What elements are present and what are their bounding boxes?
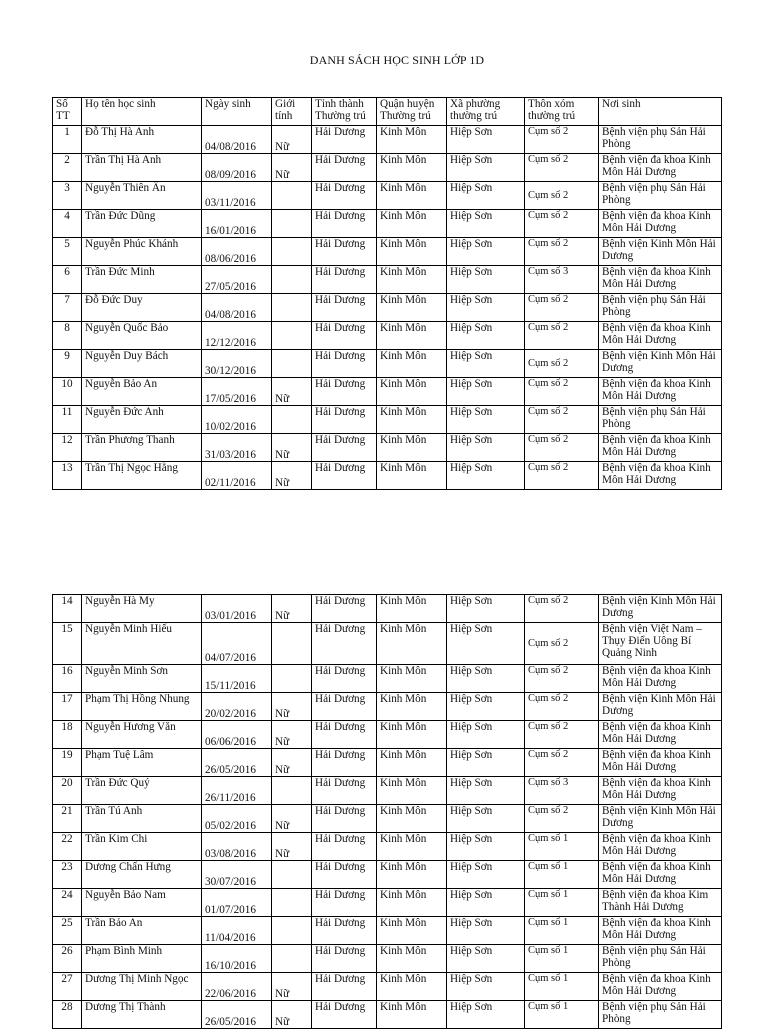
cell-stt: 9	[53, 350, 82, 378]
cell-dob: 05/02/2016	[202, 805, 272, 833]
table-row	[53, 294, 722, 322]
cell-sex	[272, 665, 312, 693]
cell-province: Hải Dương	[312, 266, 377, 294]
cell-province: Hải Dương	[312, 350, 377, 378]
cell-stt: 20	[53, 777, 82, 805]
cell-stt: 23	[53, 861, 82, 889]
cell-stt: 21	[53, 805, 82, 833]
cell-name: Dương Chấn Hưng	[82, 861, 202, 889]
cell-province: Hải Dương	[312, 973, 377, 1001]
cell-hamlet: Cụm số 2	[525, 154, 599, 182]
cell-hamlet: Cụm số 1	[525, 861, 599, 889]
cell-province: Hải Dương	[312, 378, 377, 406]
cell-ward: Hiệp Sơn	[447, 266, 525, 294]
cell-hamlet: Cụm số 2	[525, 126, 599, 154]
cell-district: Kinh Môn	[377, 595, 447, 623]
cell-district: Kinh Môn	[377, 294, 447, 322]
cell-hamlet: Cụm số 2	[525, 238, 599, 266]
cell-hamlet: Cụm số 2	[525, 805, 599, 833]
table-row	[53, 721, 722, 749]
cell-name: Nguyễn Hà My	[82, 595, 202, 623]
table-row	[53, 777, 722, 805]
cell-birthplace: Bệnh viện Việt Nam – Thụy Điển Uông Bí Quảng Ninh	[599, 623, 722, 665]
cell-hamlet: Cụm số 2	[525, 665, 599, 693]
cell-stt: 1	[53, 126, 82, 154]
cell-hamlet: Cụm số 2	[525, 210, 599, 238]
cell-hamlet: Cụm số 2	[525, 595, 599, 623]
cell-name: Trần Đức Dũng	[82, 210, 202, 238]
cell-dob: 31/03/2016	[202, 434, 272, 462]
cell-ward: Hiệp Sơn	[447, 623, 525, 665]
cell-birthplace: Bệnh viện phụ Sản Hải Phòng	[599, 126, 722, 154]
table-row	[53, 126, 722, 154]
cell-stt: 14	[53, 595, 82, 623]
cell-stt: 19	[53, 749, 82, 777]
table-row	[53, 623, 722, 665]
cell-sex	[272, 777, 312, 805]
cell-dob: 26/05/2016	[202, 749, 272, 777]
cell-sex	[272, 861, 312, 889]
cell-hamlet: Cụm số 2	[525, 406, 599, 434]
cell-district: Kinh Môn	[377, 378, 447, 406]
cell-province: Hải Dương	[312, 406, 377, 434]
col-header-sex: Giới tính	[272, 98, 312, 126]
cell-district: Kinh Môn	[377, 434, 447, 462]
cell-ward: Hiệp Sơn	[447, 777, 525, 805]
cell-hamlet: Cụm số 2	[525, 749, 599, 777]
cell-name: Nguyễn Đức Anh	[82, 406, 202, 434]
col-header-stt: Số TT	[53, 98, 82, 126]
cell-dob: 22/06/2016	[202, 973, 272, 1001]
cell-province: Hải Dương	[312, 777, 377, 805]
cell-province: Hải Dương	[312, 693, 377, 721]
cell-sex	[272, 294, 312, 322]
cell-birthplace: Bệnh viện Kinh Môn Hải Dương	[599, 693, 722, 721]
col-header-province: Tỉnh thành Thường trú	[312, 98, 377, 126]
cell-stt: 4	[53, 210, 82, 238]
cell-sex	[272, 182, 312, 210]
cell-name: Nguyễn Thiên Ân	[82, 182, 202, 210]
col-header-district: Quận huyện Thường trú	[377, 98, 447, 126]
cell-birthplace: Bệnh viện đa khoa Kinh Môn Hải Dương	[599, 777, 722, 805]
cell-name: Trần Kim Chi	[82, 833, 202, 861]
cell-name: Phạm Tuệ Lâm	[82, 749, 202, 777]
cell-province: Hải Dương	[312, 294, 377, 322]
cell-hamlet: Cụm số 2	[525, 693, 599, 721]
cell-ward: Hiệp Sơn	[447, 889, 525, 917]
cell-sex	[272, 945, 312, 973]
cell-ward: Hiệp Sơn	[447, 182, 525, 210]
cell-sex	[272, 917, 312, 945]
cell-province: Hải Dương	[312, 1001, 377, 1029]
cell-ward: Hiệp Sơn	[447, 721, 525, 749]
col-header-birthplace: Nơi sinh	[599, 98, 722, 126]
cell-birthplace: Bệnh viện phụ Sản Hải Phòng	[599, 406, 722, 434]
cell-stt: 7	[53, 294, 82, 322]
cell-district: Kinh Môn	[377, 154, 447, 182]
cell-ward: Hiệp Sơn	[447, 406, 525, 434]
cell-birthplace: Bệnh viện đa khoa Kinh Môn Hải Dương	[599, 266, 722, 294]
cell-dob: 03/01/2016	[202, 595, 272, 623]
cell-ward: Hiệp Sơn	[447, 595, 525, 623]
cell-ward: Hiệp Sơn	[447, 861, 525, 889]
cell-stt: 2	[53, 154, 82, 182]
cell-sex	[272, 322, 312, 350]
cell-stt: 27	[53, 973, 82, 1001]
cell-province: Hải Dương	[312, 322, 377, 350]
cell-province: Hải Dương	[312, 861, 377, 889]
cell-ward: Hiệp Sơn	[447, 462, 525, 490]
cell-district: Kinh Môn	[377, 462, 447, 490]
col-header-name: Họ tên học sinh	[82, 98, 202, 126]
table-row	[53, 889, 722, 917]
cell-province: Hải Dương	[312, 721, 377, 749]
cell-name: Nguyễn Minh Hiếu	[82, 623, 202, 665]
cell-ward: Hiệp Sơn	[447, 833, 525, 861]
cell-province: Hải Dương	[312, 945, 377, 973]
cell-birthplace: Bệnh viện đa khoa Kinh Môn Hải Dương	[599, 833, 722, 861]
cell-district: Kinh Môn	[377, 1001, 447, 1029]
cell-birthplace: Bệnh viện đa khoa Kinh Môn Hải Dương	[599, 917, 722, 945]
cell-birthplace: Bệnh viện đa khoa Kinh Môn Hải Dương	[599, 973, 722, 1001]
cell-ward: Hiệp Sơn	[447, 1001, 525, 1029]
cell-province: Hải Dương	[312, 623, 377, 665]
cell-district: Kinh Môn	[377, 406, 447, 434]
cell-district: Kinh Môn	[377, 266, 447, 294]
table-row	[53, 749, 722, 777]
cell-birthplace: Bệnh viện đa khoa Kinh Môn Hải Dương	[599, 210, 722, 238]
cell-province: Hải Dương	[312, 917, 377, 945]
cell-dob: 04/08/2016	[202, 126, 272, 154]
table-row	[53, 238, 722, 266]
cell-district: Kinh Môn	[377, 749, 447, 777]
cell-sex: Nữ	[272, 693, 312, 721]
table-row	[53, 406, 722, 434]
cell-sex: Nữ	[272, 378, 312, 406]
table-row	[53, 861, 722, 889]
cell-dob: 12/12/2016	[202, 322, 272, 350]
cell-birthplace: Bệnh viện Kinh Môn Hải Dương	[599, 805, 722, 833]
cell-ward: Hiệp Sơn	[447, 945, 525, 973]
cell-dob: 11/04/2016	[202, 917, 272, 945]
cell-name: Đỗ Thị Hà Anh	[82, 126, 202, 154]
cell-district: Kinh Môn	[377, 665, 447, 693]
cell-name: Trần Thị Hà Anh	[82, 154, 202, 182]
cell-sex: Nữ	[272, 805, 312, 833]
cell-name: Nguyễn Phúc Khánh	[82, 238, 202, 266]
cell-birthplace: Bệnh viện đa khoa Kinh Môn Hải Dương	[599, 462, 722, 490]
cell-name: Trần Phương Thanh	[82, 434, 202, 462]
cell-sex: Nữ	[272, 721, 312, 749]
cell-name: Nguyễn Duy Bách	[82, 350, 202, 378]
cell-province: Hải Dương	[312, 805, 377, 833]
table-row	[53, 595, 722, 623]
cell-district: Kinh Môn	[377, 805, 447, 833]
cell-ward: Hiệp Sơn	[447, 805, 525, 833]
cell-district: Kinh Môn	[377, 889, 447, 917]
cell-name: Phạm Bình Minh	[82, 945, 202, 973]
cell-name: Dương Thị Minh Ngọc	[82, 973, 202, 1001]
cell-sex: Nữ	[272, 749, 312, 777]
cell-hamlet: Cụm số 2	[525, 182, 599, 210]
cell-hamlet: Cụm số 1	[525, 945, 599, 973]
table-body-page-1	[53, 126, 722, 490]
cell-district: Kinh Môn	[377, 861, 447, 889]
col-header-ward: Xã phường thường trú	[447, 98, 525, 126]
cell-ward: Hiệp Sơn	[447, 378, 525, 406]
cell-birthplace: Bệnh viện đa khoa Kinh Môn Hải Dương	[599, 434, 722, 462]
cell-stt: 8	[53, 322, 82, 350]
cell-birthplace: Bệnh viện đa khoa Kinh Môn Hải Dương	[599, 749, 722, 777]
cell-province: Hải Dương	[312, 434, 377, 462]
cell-stt: 26	[53, 945, 82, 973]
cell-dob: 01/07/2016	[202, 889, 272, 917]
cell-sex: Nữ	[272, 973, 312, 1001]
cell-district: Kinh Môn	[377, 973, 447, 1001]
cell-ward: Hiệp Sơn	[447, 434, 525, 462]
cell-ward: Hiệp Sơn	[447, 294, 525, 322]
cell-hamlet: Cụm số 2	[525, 721, 599, 749]
cell-name: Nguyễn Bảo An	[82, 378, 202, 406]
cell-birthplace: Bệnh viện phụ Sản Hải Phòng	[599, 182, 722, 210]
cell-district: Kinh Môn	[377, 833, 447, 861]
cell-dob: 26/05/2016	[202, 1001, 272, 1029]
cell-name: Nguyễn Hương Văn	[82, 721, 202, 749]
cell-dob: 17/05/2016	[202, 378, 272, 406]
cell-birthplace: Bệnh viện đa khoa Kinh Môn Hải Dương	[599, 322, 722, 350]
cell-name: Trần Bảo An	[82, 917, 202, 945]
cell-ward: Hiệp Sơn	[447, 126, 525, 154]
cell-ward: Hiệp Sơn	[447, 322, 525, 350]
cell-stt: 13	[53, 462, 82, 490]
cell-stt: 28	[53, 1001, 82, 1029]
cell-birthplace: Bệnh viện Kinh Môn Hải Dương	[599, 238, 722, 266]
cell-birthplace: Bệnh viện đa khoa Kinh Môn Hải Dương	[599, 378, 722, 406]
cell-name: Phạm Thị Hồng Nhung	[82, 693, 202, 721]
cell-hamlet: Cụm số 2	[525, 623, 599, 665]
table-body-page-2	[53, 595, 722, 1029]
document-title: DANH SÁCH HỌC SINH LỚP 1D	[309, 53, 485, 67]
cell-hamlet: Cụm số 1	[525, 889, 599, 917]
cell-name: Dương Thị Thành	[82, 1001, 202, 1029]
cell-hamlet: Cụm số 2	[525, 378, 599, 406]
cell-dob: 03/11/2016	[202, 182, 272, 210]
cell-sex: Nữ	[272, 1001, 312, 1029]
cell-sex: Nữ	[272, 154, 312, 182]
cell-hamlet: Cụm số 3	[525, 266, 599, 294]
cell-stt: 3	[53, 182, 82, 210]
cell-dob: 30/07/2016	[202, 861, 272, 889]
cell-district: Kinh Môn	[377, 777, 447, 805]
cell-ward: Hiệp Sơn	[447, 350, 525, 378]
table-row	[53, 266, 722, 294]
cell-sex	[272, 210, 312, 238]
cell-hamlet: Cụm số 1	[525, 833, 599, 861]
cell-stt: 15	[53, 623, 82, 665]
cell-sex	[272, 350, 312, 378]
table-row	[53, 917, 722, 945]
cell-dob: 04/07/2016	[202, 623, 272, 665]
cell-hamlet: Cụm số 2	[525, 350, 599, 378]
cell-birthplace: Bệnh viện đa khoa Kinh Môn Hải Dương	[599, 665, 722, 693]
cell-ward: Hiệp Sơn	[447, 693, 525, 721]
cell-dob: 08/06/2016	[202, 238, 272, 266]
cell-sex: Nữ	[272, 434, 312, 462]
cell-ward: Hiệp Sơn	[447, 665, 525, 693]
table-row	[53, 350, 722, 378]
cell-name: Trần Đức Quý	[82, 777, 202, 805]
cell-district: Kinh Môn	[377, 126, 447, 154]
cell-sex: Nữ	[272, 833, 312, 861]
cell-district: Kinh Môn	[377, 350, 447, 378]
cell-ward: Hiệp Sơn	[447, 973, 525, 1001]
cell-birthplace: Bệnh viện đa khoa Kinh Môn Hải Dương	[599, 861, 722, 889]
cell-name: Trần Đức Minh	[82, 266, 202, 294]
cell-province: Hải Dương	[312, 595, 377, 623]
cell-name: Trần Thị Ngọc Hằng	[82, 462, 202, 490]
cell-sex	[272, 266, 312, 294]
cell-dob: 03/08/2016	[202, 833, 272, 861]
cell-ward: Hiệp Sơn	[447, 154, 525, 182]
cell-hamlet: Cụm số 3	[525, 777, 599, 805]
cell-dob: 06/06/2016	[202, 721, 272, 749]
table-row	[53, 833, 722, 861]
cell-birthplace: Bệnh viện đa khoa Kinh Môn Hải Dương	[599, 721, 722, 749]
cell-stt: 24	[53, 889, 82, 917]
cell-dob: 04/08/2016	[202, 294, 272, 322]
cell-sex	[272, 406, 312, 434]
table-row	[53, 322, 722, 350]
table-row	[53, 805, 722, 833]
table-row	[53, 973, 722, 1001]
cell-dob: 08/09/2016	[202, 154, 272, 182]
cell-dob: 16/10/2016	[202, 945, 272, 973]
cell-dob: 26/11/2016	[202, 777, 272, 805]
cell-dob: 15/11/2016	[202, 665, 272, 693]
cell-district: Kinh Môn	[377, 238, 447, 266]
cell-district: Kinh Môn	[377, 945, 447, 973]
cell-stt: 16	[53, 665, 82, 693]
cell-province: Hải Dương	[312, 833, 377, 861]
student-table-page-1	[52, 97, 722, 490]
cell-stt: 10	[53, 378, 82, 406]
col-header-dob: Ngày sinh	[202, 98, 272, 126]
cell-sex: Nữ	[272, 595, 312, 623]
cell-stt: 6	[53, 266, 82, 294]
cell-name: Đỗ Đức Duy	[82, 294, 202, 322]
col-header-hamlet: Thôn xóm thường trú	[525, 98, 599, 126]
cell-sex	[272, 238, 312, 266]
cell-ward: Hiệp Sơn	[447, 917, 525, 945]
cell-province: Hải Dương	[312, 210, 377, 238]
cell-birthplace: Bệnh viện đa khoa Kinh Môn Hải Dương	[599, 154, 722, 182]
cell-district: Kinh Môn	[377, 182, 447, 210]
table-row	[53, 154, 722, 182]
cell-province: Hải Dương	[312, 238, 377, 266]
cell-birthplace: Bệnh viện phụ Sản Hải Phòng	[599, 945, 722, 973]
cell-district: Kinh Môn	[377, 721, 447, 749]
cell-sex	[272, 623, 312, 665]
cell-province: Hải Dương	[312, 889, 377, 917]
cell-ward: Hiệp Sơn	[447, 210, 525, 238]
table-row	[53, 182, 722, 210]
cell-dob: 30/12/2016	[202, 350, 272, 378]
cell-stt: 12	[53, 434, 82, 462]
cell-birthplace: Bệnh viện Kinh Môn Hải Dương	[599, 595, 722, 623]
cell-stt: 18	[53, 721, 82, 749]
cell-hamlet: Cụm số 2	[525, 462, 599, 490]
cell-ward: Hiệp Sơn	[447, 238, 525, 266]
table-row	[53, 434, 722, 462]
cell-birthplace: Bệnh viện đa khoa Kim Thành Hải Dương	[599, 889, 722, 917]
cell-province: Hải Dương	[312, 182, 377, 210]
cell-stt: 5	[53, 238, 82, 266]
cell-hamlet: Cụm số 2	[525, 434, 599, 462]
table-row	[53, 665, 722, 693]
table-row	[53, 210, 722, 238]
header-row	[53, 98, 722, 126]
cell-district: Kinh Môn	[377, 917, 447, 945]
table-row	[53, 462, 722, 490]
cell-dob: 20/02/2016	[202, 693, 272, 721]
table-row	[53, 693, 722, 721]
cell-name: Nguyễn Quốc Bảo	[82, 322, 202, 350]
cell-province: Hải Dương	[312, 665, 377, 693]
cell-sex	[272, 889, 312, 917]
cell-hamlet: Cụm số 2	[525, 294, 599, 322]
cell-sex: Nữ	[272, 126, 312, 154]
cell-province: Hải Dương	[312, 126, 377, 154]
cell-district: Kinh Môn	[377, 693, 447, 721]
cell-birthplace: Bệnh viện Kinh Môn Hải Dương	[599, 350, 722, 378]
cell-name: Trần Tú Anh	[82, 805, 202, 833]
cell-birthplace: Bệnh viện phụ Sản Hải Phòng	[599, 1001, 722, 1029]
table-row	[53, 378, 722, 406]
student-table-page-2	[52, 594, 722, 1029]
cell-sex: Nữ	[272, 462, 312, 490]
cell-district: Kinh Môn	[377, 210, 447, 238]
cell-province: Hải Dương	[312, 462, 377, 490]
cell-birthplace: Bệnh viện phụ Sản Hải Phòng	[599, 294, 722, 322]
cell-hamlet: Cụm số 1	[525, 973, 599, 1001]
cell-stt: 11	[53, 406, 82, 434]
cell-hamlet: Cụm số 1	[525, 1001, 599, 1029]
cell-name: Nguyễn Minh Sơn	[82, 665, 202, 693]
table-row	[53, 1001, 722, 1029]
cell-dob: 02/11/2016	[202, 462, 272, 490]
cell-hamlet: Cụm số 2	[525, 322, 599, 350]
cell-dob: 10/02/2016	[202, 406, 272, 434]
cell-ward: Hiệp Sơn	[447, 749, 525, 777]
cell-district: Kinh Môn	[377, 623, 447, 665]
cell-province: Hải Dương	[312, 749, 377, 777]
cell-hamlet: Cụm số 1	[525, 917, 599, 945]
cell-dob: 27/05/2016	[202, 266, 272, 294]
cell-stt: 17	[53, 693, 82, 721]
cell-district: Kinh Môn	[377, 322, 447, 350]
cell-name: Nguyễn Bảo Nam	[82, 889, 202, 917]
cell-province: Hải Dương	[312, 154, 377, 182]
table-row	[53, 945, 722, 973]
cell-dob: 16/01/2016	[202, 210, 272, 238]
cell-stt: 22	[53, 833, 82, 861]
cell-stt: 25	[53, 917, 82, 945]
